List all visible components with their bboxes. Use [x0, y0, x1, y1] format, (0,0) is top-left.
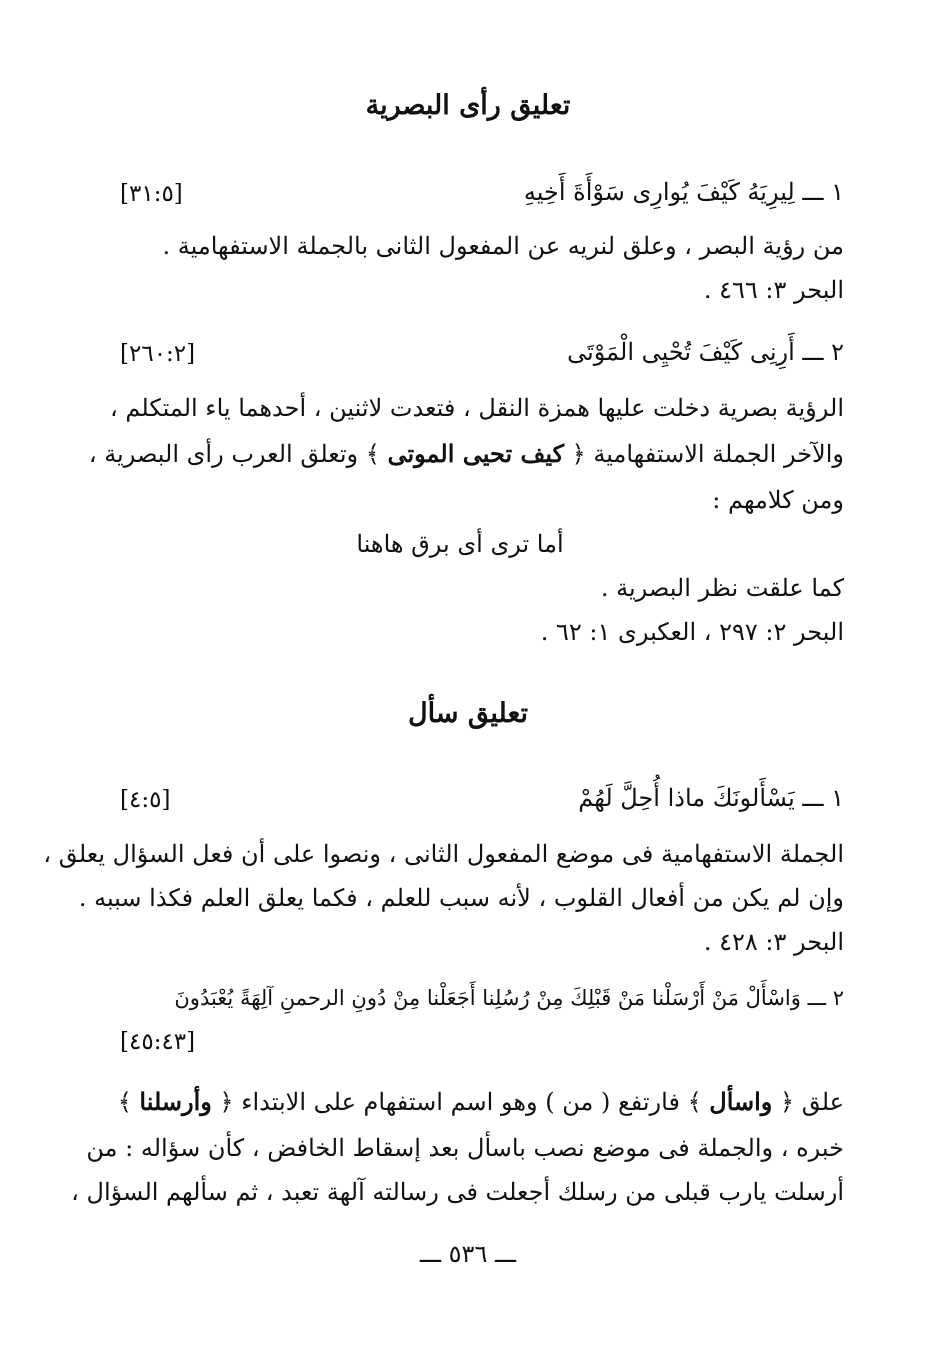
commentary-2-1-line-1: الجملة الاستفهامية فى موضع المفعول الثانى ، ونصوا على أن فعل السؤال يعلق ،: [43, 840, 844, 868]
verse-2-2: ٢ ـــ وَاسْأَلْ مَنْ أَرْسَلْنا مَنْ قَبْلِكَ مِنْ رُسُلِنا أَجَعَلْنا مِنْ دُونِ الرحمنِ آلِهَةً يُعْبَدُونَ: [174, 986, 844, 1010]
commentary-1-1-line-2: البحر ٣: ٤٦٦ .: [703, 276, 844, 304]
quoted-word-2: وأرسلنا: [139, 1087, 212, 1116]
commentary-1-2-line-3: ومن كلامهم :: [712, 486, 844, 514]
commentary-2-1-line-2: وإن لم يكن من أفعال القلوب ، لأنه سبب للعلم ، فكما يعلق العلم فكذا سببه .: [78, 884, 844, 912]
commentary-1-2-line-5: البحر ٢: ٢٩٧ ، العكبرى ١: ٦٢ .: [540, 618, 844, 646]
page-number: ـــ ٥٣٦ ـــ: [419, 1240, 517, 1268]
verse-ref-1-2: [٢٦٠:٢]: [120, 341, 196, 367]
section-title-2: تعليق سأل: [407, 698, 528, 729]
commentary-1-2-line-4: كما علقت نظر البصرية .: [600, 574, 844, 602]
verse-1-2: ٢ ـــ أَرِنِى كَيْفَ تُحْيِى الْمَوْتَى: [567, 338, 844, 366]
commentary-2-2-line-1: علق ﴿ واسأل ﴾ فارتفع ( من ) وهو اسم استفهام على الابتداء ﴿ وأرسلنا ﴾: [117, 1087, 844, 1116]
verse-2-1: ١ ـــ يَسْأَلونَكَ ماذا أُحِلَّ لَهُمْ: [578, 784, 844, 812]
quoted-word-1: واسأل: [709, 1087, 773, 1116]
quoted-phrase: كيف تحيى الموتى: [387, 439, 565, 468]
commentary-2-2-line-2: خبره ، والجملة فى موضع نصب باسأل بعد إسقاط الخافض ، كأن سؤاله : من: [86, 1134, 844, 1162]
verse-ref-1-1: [٣١:٥]: [120, 181, 183, 207]
verse-ref-2-2: [٤٥:٤٣]: [120, 1029, 196, 1055]
commentary-1-2-line-2: والآخر الجملة الاستفهامية ﴿ كيف تحيى الموتى ﴾ وتعلق العرب رأى البصرية ،: [88, 439, 844, 468]
verse-ref-2-1: [٤:٥]: [120, 787, 171, 813]
commentary-2-2-line-3: أرسلت يارب قبلى من رسلك أجعلت فى رسالته آلهة تعبد ، ثم سألهم السؤال ،: [71, 1178, 844, 1206]
verse-1-1: ١ ـــ لِيرِيَهُ كَيْفَ يُوارِى سَوْأَةَ أَخِيهِ: [523, 178, 844, 206]
commentary-2-1-line-3: البحر ٣: ٤٢٨ .: [703, 928, 844, 956]
commentary-1-1-line-1: من رؤية البصر ، وعلق لنريه عن المفعول الثانى بالجملة الاستفهامية .: [162, 232, 844, 260]
section-title-1: تعليق رأى البصرية: [365, 90, 571, 121]
commentary-1-2-line-1: الرؤية بصرية دخلت عليها همزة النقل ، فتعدت لاثنين ، أحدهما ياء المتكلم ،: [110, 394, 844, 422]
quote-line: أما ترى أى برق هاهنا: [356, 530, 564, 558]
